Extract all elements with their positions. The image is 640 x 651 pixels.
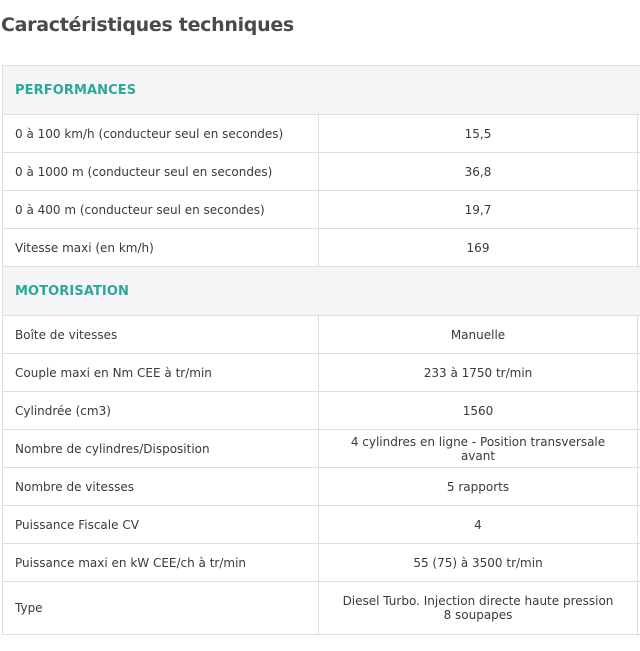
section-header-performances <box>3 66 640 115</box>
spec-label: Type <box>3 582 319 635</box>
spec-label: Nombre de vitesses <box>3 468 319 506</box>
spec-label: Puissance maxi en kW CEE/ch à tr/min <box>3 544 319 582</box>
table-row <box>3 544 640 582</box>
page-title: Caractéristiques techniques <box>1 14 294 36</box>
spec-label: Boîte de vitesses <box>3 316 319 354</box>
spec-value: 4 <box>319 506 638 544</box>
table-row <box>3 153 640 191</box>
section-header-motorisation <box>3 267 640 316</box>
spec-value: 15,5 <box>319 115 638 153</box>
spec-value: Manuelle <box>319 316 638 354</box>
spec-value: 36,8 <box>319 153 638 191</box>
specifications-table <box>2 65 640 635</box>
table-row <box>3 430 640 468</box>
section-title: PERFORMANCES <box>15 82 137 98</box>
spec-value: 169 <box>319 229 638 267</box>
spec-value: 19,7 <box>319 191 638 229</box>
spec-value: 233 à 1750 tr/min <box>319 354 638 392</box>
spec-value: Diesel Turbo. Injection directe haute pression 8 soupapes <box>319 582 638 635</box>
table-row <box>3 316 640 354</box>
spec-label: 0 à 1000 m (conducteur seul en secondes) <box>3 153 319 191</box>
table-row <box>3 191 640 229</box>
table-row <box>3 582 640 635</box>
spec-value: 55 (75) à 3500 tr/min <box>319 544 638 582</box>
spec-value: 5 rapports <box>319 468 638 506</box>
table-row <box>3 354 640 392</box>
spec-value: 4 cylindres en ligne - Position transversale avant <box>319 430 638 468</box>
section-title: MOTORISATION <box>15 283 130 299</box>
spec-label: 0 à 100 km/h (conducteur seul en secondes) <box>3 115 319 153</box>
table-row <box>3 392 640 430</box>
spec-label: 0 à 400 m (conducteur seul en secondes) <box>3 191 319 229</box>
table-row <box>3 229 640 267</box>
table-row <box>3 468 640 506</box>
spec-value: 1560 <box>319 392 638 430</box>
section-header-cell <box>3 267 640 316</box>
table-row <box>3 115 640 153</box>
spec-label: Cylindrée (cm3) <box>3 392 319 430</box>
spec-label: Nombre de cylindres/Disposition <box>3 430 319 468</box>
spec-label: Vitesse maxi (en km/h) <box>3 229 319 267</box>
section-header-cell <box>3 66 640 115</box>
table-row <box>3 506 640 544</box>
spec-label: Couple maxi en Nm CEE à tr/min <box>3 354 319 392</box>
spec-label: Puissance Fiscale CV <box>3 506 319 544</box>
